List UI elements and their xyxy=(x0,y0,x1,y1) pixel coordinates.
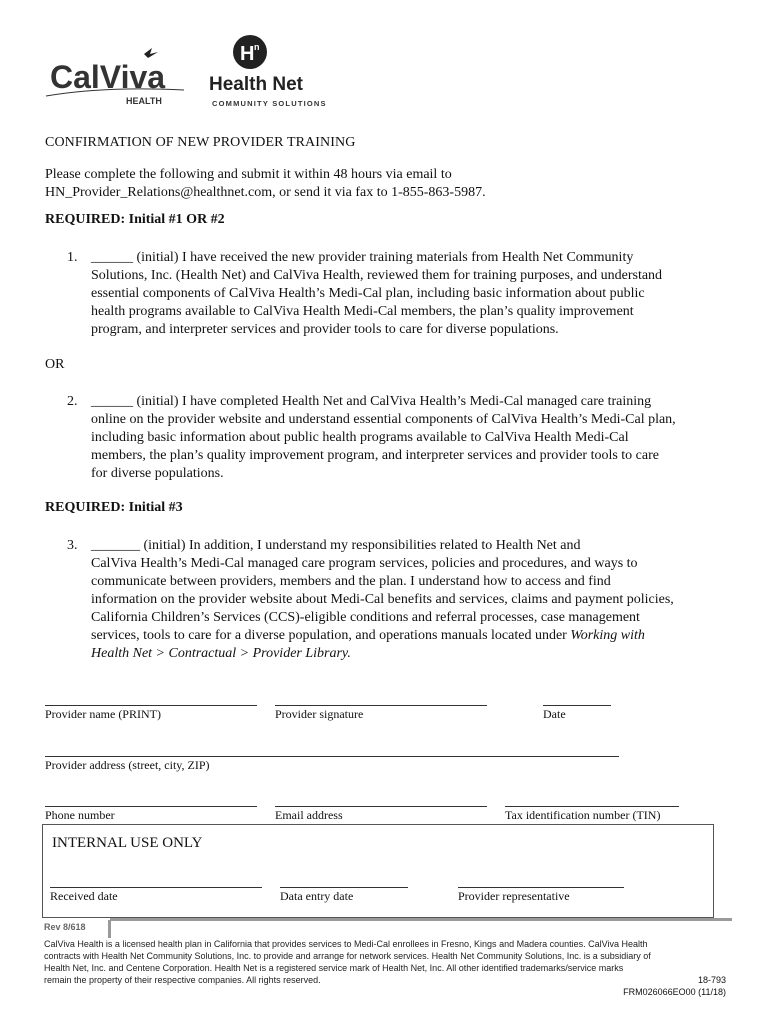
item-line: for diverse populations. xyxy=(91,466,224,481)
provider-name-field[interactable] xyxy=(45,705,257,706)
item-number: 3. xyxy=(67,538,78,553)
item-line: information on the provider website about Medi-Cal benefits and services, claims and payment policies, xyxy=(91,592,674,607)
provider-name-label: Provider name (PRINT) xyxy=(45,707,161,721)
tin-field[interactable] xyxy=(505,806,679,807)
item-line: California Children’s Services (CCS)-eligible conditions and referral processes, case management xyxy=(91,610,640,625)
footer-disclaimer xyxy=(44,938,730,986)
health-net-logo xyxy=(208,34,338,110)
item-line: including basic information about public health programs available to CalViva Health Medi-Cal xyxy=(91,430,629,445)
item-line: program, and interpreter services and provider tools to care for diverse populations. xyxy=(91,322,559,337)
item-line: health programs available to CalViva Health Medi-Cal members, the plan’s quality improvement xyxy=(91,304,634,319)
received-date-field[interactable] xyxy=(50,887,262,888)
section-heading-initial-1-or-2: REQUIRED: Initial #1 OR #2 xyxy=(45,212,225,227)
svg-text:HEALTH: HEALTH xyxy=(126,96,162,106)
data-entry-date-label: Data entry date xyxy=(280,889,354,903)
item-number: 2. xyxy=(67,394,78,409)
calviva-health-logo xyxy=(44,46,194,110)
email-address-field[interactable] xyxy=(275,806,487,807)
form-number: 18-793 xyxy=(697,975,726,985)
phone-number-field[interactable] xyxy=(45,806,257,807)
internal-use-title: INTERNAL USE ONLY xyxy=(52,835,203,851)
svg-text:COMMUNITY SOLUTIONS: COMMUNITY SOLUTIONS xyxy=(212,99,327,108)
received-date-label: Received date xyxy=(50,889,118,903)
data-entry-date-field[interactable] xyxy=(280,887,408,888)
provider-representative-label: Provider representative xyxy=(458,889,570,903)
item-line-italic: Working with xyxy=(570,628,645,643)
item-number: 1. xyxy=(67,250,78,265)
item-line-text: services, tools to care for a diverse population, and operations manuals located under xyxy=(91,628,571,643)
item-line: CalViva Health’s Medi-Cal managed care program services, policies and procedures, and ways to xyxy=(91,556,638,571)
item-line xyxy=(91,645,674,663)
phone-number-label: Phone number xyxy=(45,808,115,822)
intro-text xyxy=(45,166,735,202)
date-label: Date xyxy=(543,707,566,721)
footer-divider xyxy=(110,918,732,921)
footer-divider-tick xyxy=(108,920,111,938)
item-line: ______ (initial) I have received the new provider training materials from Health Net Community xyxy=(91,250,634,265)
svg-text:CalViva: CalViva xyxy=(50,59,166,95)
tin-label: Tax identification number (TIN) xyxy=(505,808,661,822)
provider-address-field[interactable] xyxy=(45,756,619,757)
provider-signature-label: Provider signature xyxy=(275,707,364,721)
form-title: CONFIRMATION OF NEW PROVIDER TRAINING xyxy=(45,135,356,150)
item-line-italic: Health Net > Contractual > Provider Library. xyxy=(91,646,351,661)
disclaimer-line: CalViva Health is a licensed health plan in California that provides services to Medi-Cal enrollees in Fresno, Kings and Madera counties. CalViva Health xyxy=(44,939,648,949)
provider-signature-field[interactable] xyxy=(275,705,487,706)
item-line: Solutions, Inc. (Health Net) and CalViva Health, reviewed them for training purposes, and understand xyxy=(91,268,663,283)
item-line: members, the plan’s quality improvement program, and interpreter services and provider tools to care xyxy=(91,448,659,463)
svg-text:Health Net: Health Net xyxy=(209,74,303,95)
intro-line: HN_Provider_Relations@healthnet.com, or send it via fax to 1-855-863-5987. xyxy=(45,185,486,200)
section-heading-initial-3: REQUIRED: Initial #3 xyxy=(45,500,183,515)
svg-text:H: H xyxy=(240,43,255,65)
item-line xyxy=(91,627,674,645)
item-line: ______ (initial) I have completed Health Net and CalViva Health’s Medi-Cal managed care training xyxy=(91,394,652,409)
item-line: communicate between providers, members and the plan. I understand how to access and find xyxy=(91,574,611,589)
disclaimer-line: remain the property of their respective companies. All rights reserved. xyxy=(44,975,321,985)
form-code: FRM026066EO00 (11/18) xyxy=(623,987,726,997)
provider-address-label: Provider address (street, city, ZIP) xyxy=(45,758,210,772)
svg-text:n: n xyxy=(254,42,260,52)
disclaimer-line: contracts with Health Net Community Solutions, Inc. to provide and arrange for network services. Health Net Community Solutions, Inc. is a subsidiary of xyxy=(44,951,651,961)
item-line: online on the provider website and understand essential components of CalViva Health’s Medi-Cal plan, xyxy=(91,412,676,427)
revision-label: Rev 8/618 xyxy=(44,922,86,932)
or-separator: OR xyxy=(45,357,65,372)
disclaimer-line: Health Net, Inc. and Centene Corporation. Health Net is a registered service mark of Health Net, Inc. All other identified trademarks/service marks xyxy=(44,963,624,973)
item-line: essential components of CalViva Health’s Medi-Cal plan, including basic information about public xyxy=(91,286,645,301)
item-line: _______ (initial) In addition, I understand my responsibilities related to Health Net and xyxy=(91,538,581,553)
intro-line: Please complete the following and submit it within 48 hours via email to xyxy=(45,167,452,182)
provider-representative-field[interactable] xyxy=(458,887,624,888)
email-address-label: Email address xyxy=(275,808,343,822)
date-field[interactable] xyxy=(543,705,611,706)
